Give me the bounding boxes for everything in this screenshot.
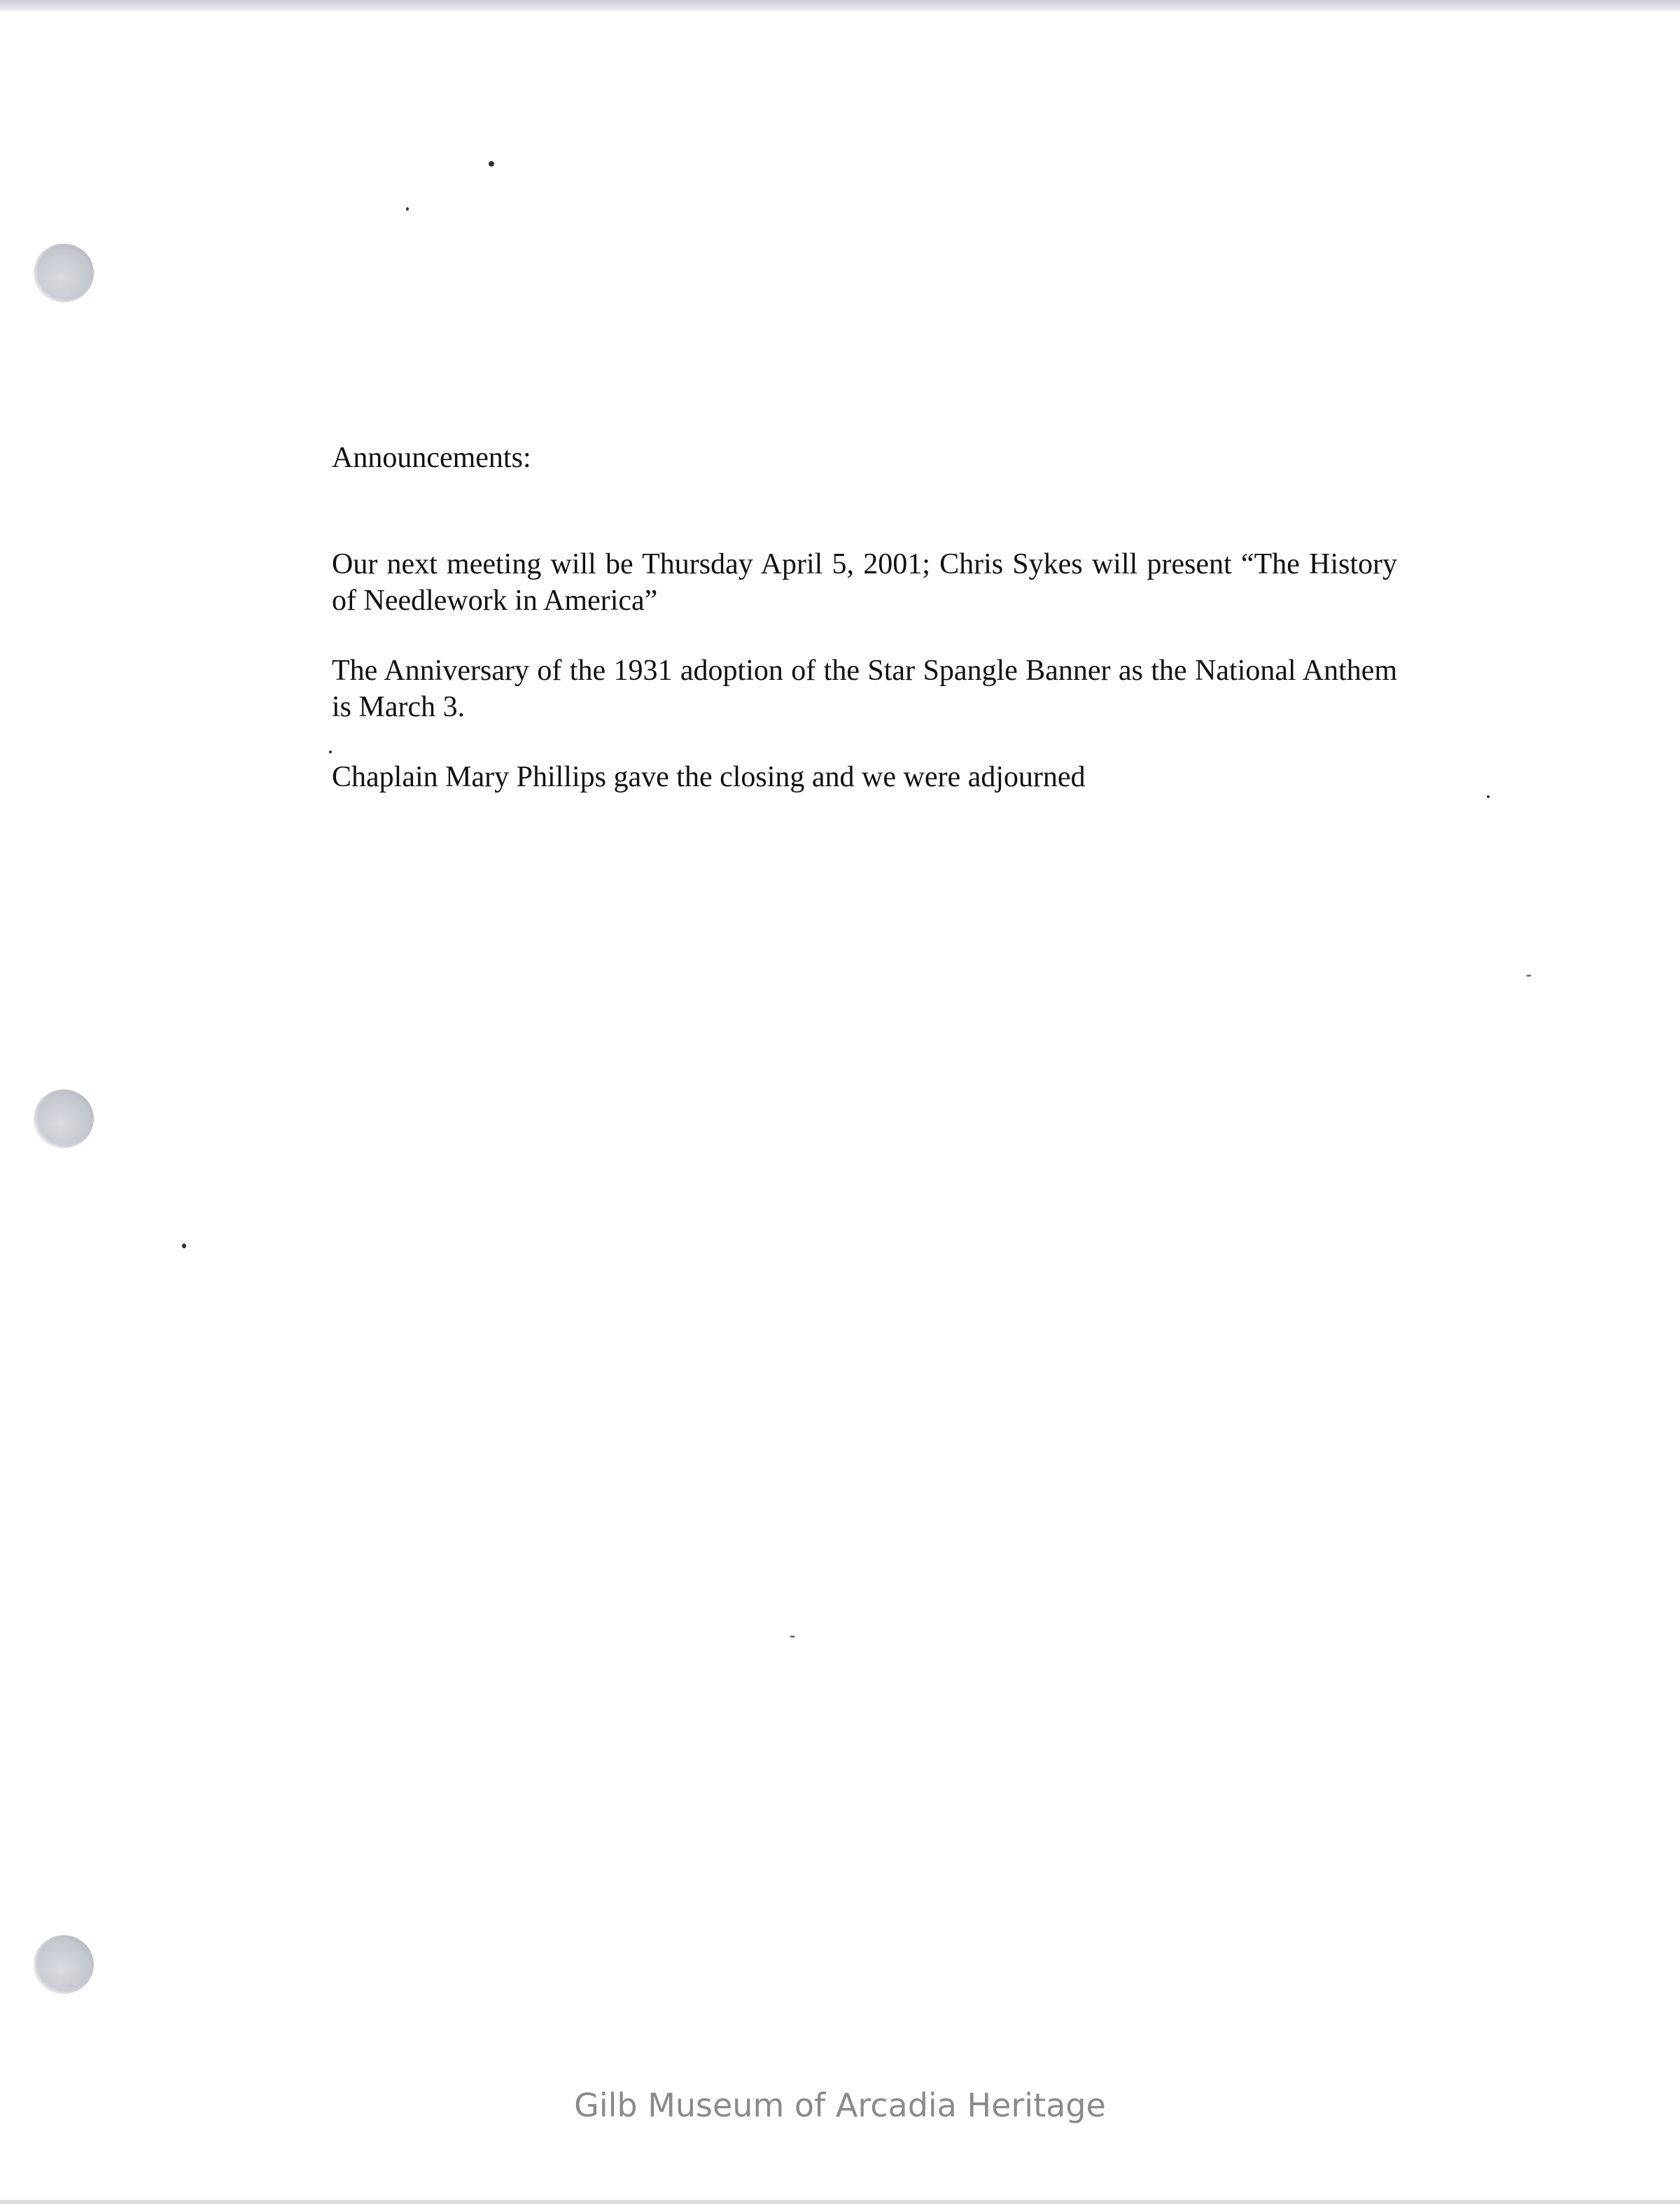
- scan-speck: [406, 207, 409, 211]
- binder-punch-hole: [34, 244, 94, 302]
- section-heading: Announcements:: [332, 442, 531, 474]
- scan-speck: [489, 161, 494, 167]
- scan-bottom-edge: [0, 2200, 1680, 2204]
- museum-watermark: Gilb Museum of Arcadia Heritage: [574, 2086, 1106, 2124]
- binder-punch-hole: [34, 1935, 94, 1994]
- paragraph-closing: Chaplain Mary Phillips gave the closing and we were adjourned: [332, 761, 1086, 793]
- scan-top-edge: [0, 0, 1680, 11]
- paragraph-anniversary: The Anniversary of the 1931 adoption of the Star Spangle Banner as the National Anthem is March 3.: [332, 655, 1397, 723]
- scan-speck: [1526, 975, 1532, 977]
- paragraph-next-meeting: Our next meeting will be Thursday April 5, 2001; Chris Sykes will present “The History of Needlework in America”: [332, 548, 1397, 617]
- scan-speck: [182, 1243, 186, 1248]
- scan-speck: [1487, 795, 1490, 798]
- document-body: [332, 440, 1397, 829]
- binder-punch-hole: [34, 1089, 94, 1148]
- scan-speck: [790, 1635, 795, 1638]
